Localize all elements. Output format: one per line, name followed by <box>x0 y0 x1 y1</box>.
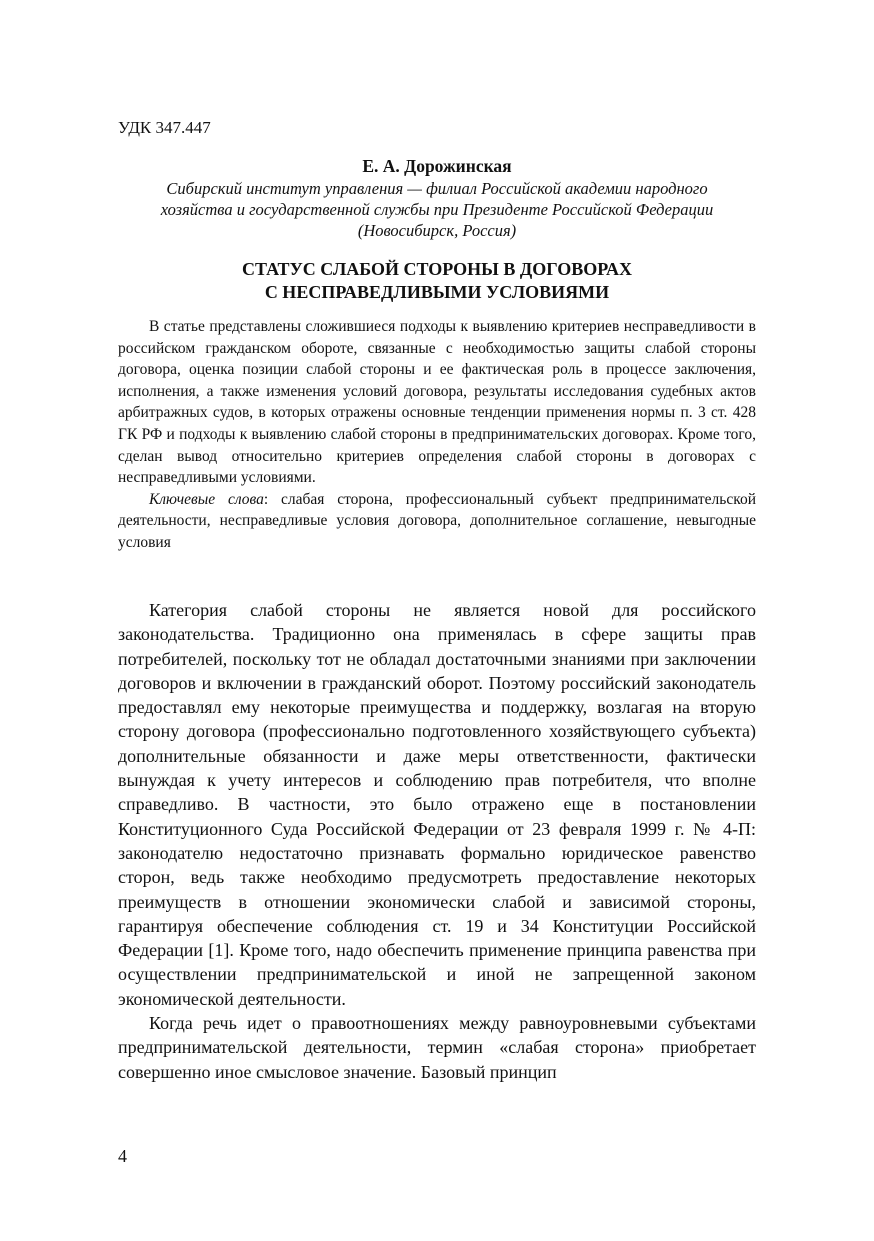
affiliation-line: хозяйства и государственной службы при Президенте Российской Федерации <box>160 200 714 219</box>
article-title-line: С НЕСПРАВЕДЛИВЫМИ УСЛОВИЯМИ <box>264 282 610 302</box>
keywords-text: : слабая сторона, профессиональный субъект предпринимательской деятельности, несправедливые условия договора, дополнительное соглашение, невыгодные условия <box>118 490 756 551</box>
author-name: Е. А. Дорожинская <box>362 156 512 176</box>
body-paragraph: Категория слабой стороны не является новой для российского законодательства. Традиционно она применялась в сфере защиты прав потребителей, поскольку тот не обладал достаточными знаниями при заключении договоров и включении в гражданский оборот. Поэтому российский законодатель предоставлял ему некоторые преимущества и поддержку, возлагая на вторую сторону договора (профессионально подготовленного хозяйствующего субъекта) дополнительные обязанности и даже меры ответственности, фактически вынуждая к учету интересов и соблюдению прав потребителя, что вполне справедливо. В частности, это было отражено еще в постановлении Конституционного Суда Российской Федерации от 23 февраля 1999 г. № 4-П: законодателю недостаточно признавать формально юридическое равенство сторон, ведь также необходимо предусмотреть предоставление некоторых преимуществ в отношении экономически слабой и зависимой стороны, гарантируя обеспечение соблюдения ст. 19 и 34 Конституции Российской Федерации [1]. Кроме того, надо обеспечить применение принципа равенства при осуществлении предпринимательской и иной не запрещенной законом экономической деятельности. <box>118 600 756 1009</box>
affiliation-line: Сибирский институт управления — филиал Российской академии народного <box>166 179 708 198</box>
udk-code: УДК 347.447 <box>118 118 211 137</box>
page-number: 4 <box>118 1146 127 1166</box>
affiliation-location: (Новосибирск, Россия) <box>357 221 517 240</box>
article-title <box>118 258 756 304</box>
article-title-line: СТАТУС СЛАБОЙ СТОРОНЫ В ДОГОВОРАХ <box>242 259 632 279</box>
abstract <box>118 316 756 554</box>
article-body <box>118 598 756 1084</box>
author-affiliation <box>118 178 756 241</box>
keywords-label: Ключевые слова <box>149 490 264 508</box>
abstract-text: В статье представлены сложившиеся подходы к выявлению критериев несправедливости в российском гражданском обороте, связанные с необходимостью защиты слабой стороны договора, оценка позиции слабой стороны и ее фактическая роль в процессе заключения, исполнения, а также изменения условий договора, результаты исследования судебных актов арбитражных судов, в которых отражены основные тенденции применения нормы п. 3 ст. 428 ГК РФ и подходы к выявлению слабой стороны в предпринимательских договорах. Кроме того, сделан вывод относительно критериев определения слабой стороны в договорах с несправедливыми условиями. <box>118 318 756 487</box>
page <box>118 0 756 1241</box>
body-paragraph: Когда речь идет о правоотношениях между равноуровневыми субъектами предпринимательской деятельности, термин «слабая сторона» приобретает совершенно иное смысловое значение. Базовый принцип <box>118 1013 756 1082</box>
keywords <box>118 489 756 554</box>
